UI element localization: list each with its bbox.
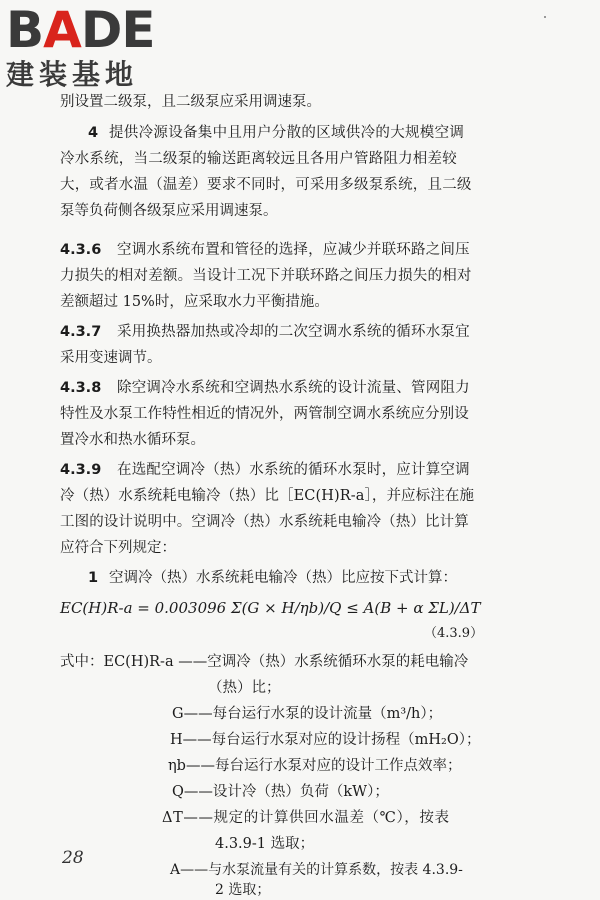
definition-line: 式中：EC(H)R-a ——空调冷（热）水系统循环水泵的耗电输冷: [60, 654, 469, 670]
clause-number: 4.3.6: [60, 242, 102, 258]
logo-subtitle: 建装基地: [6, 58, 139, 91]
text-line: 大，或者水温（温差）要求不同时，可采用多级泵系统，且二级: [60, 177, 472, 193]
text-line: 冷水系统，当二级泵的输送距离较远且各用户管路阻力相差较: [60, 151, 457, 167]
text-line: 别设置二级泵，且二级泵应采用调速泵。: [60, 94, 321, 110]
definition-line: ηb——每台运行水泵对应的设计工作点效率；: [168, 758, 462, 774]
brand-logo: [6, 1, 181, 92]
text-line: 空调冷（热）水系统耗电输冷（热）比应按下式计算：: [109, 570, 457, 586]
logo-wordmark: [6, 1, 181, 59]
text-line: 提供冷源设备集中且用户分散的区域供冷的大规模空调: [109, 125, 465, 141]
text-line: 工图的设计说明中。空调冷（热）水系统耗电输冷（热）比计算: [60, 514, 469, 530]
text-line: 除空调冷水系统和空调热水系统的设计流量、管网阻力: [117, 380, 470, 396]
definition-line: H——每台运行水泵对应的设计扬程（mH₂O）；: [170, 732, 481, 748]
text-line: 置冷水和热水循环泵。: [60, 432, 205, 448]
definition-line: 4.3.9-1 选取；: [215, 836, 315, 852]
text-line: 冷（热）水系统耗电输冷（热）比［EC(H)R-a］，并应标注在施: [60, 488, 475, 504]
clause-number: 4.3.7: [60, 324, 102, 340]
text-line: 泵等负荷侧各级泵应采用调速泵。: [60, 203, 278, 219]
text-line: 采用变速调节。: [60, 350, 162, 366]
text-line: 应符合下列规定：: [60, 540, 176, 556]
definition-line: Q——设计冷（热）负荷（kW）；: [172, 784, 389, 800]
logo-letters-1: B: [6, 1, 44, 59]
speck: [544, 16, 546, 18]
definition-line: A——与水泵流量有关的计算系数，按表 4.3.9-: [170, 862, 463, 878]
item-number: 1: [88, 570, 99, 586]
text-line: 特性及水泵工作特性相近的情况外，两管制空调水系统应分别设: [60, 406, 469, 422]
clause-number: 4.3.9: [60, 462, 102, 478]
definition-line: ΔT——规定的计算供回水温差（℃），按表: [162, 810, 450, 826]
logo-letters-2: DE: [80, 1, 155, 59]
clause-number: 4.3.8: [60, 380, 102, 396]
definition-line: 2 选取；: [215, 882, 271, 898]
definition-line: G——每台运行水泵的设计流量（m³/h）；: [172, 706, 443, 722]
page-number: 28: [62, 848, 84, 868]
text-line: 在选配空调冷（热）水系统的循环水泵时，应计算空调: [117, 462, 470, 478]
text-line: 力损失的相对差额。当设计工况下并联环路之间压力损失的相对: [60, 268, 472, 284]
formula: EC(H)R-a = 0.003096 Σ(G × H/ηb)/Q ≤ A(B + α ΣL)/ΔT: [60, 599, 481, 617]
text-line: 差额超过 15%时，应采取水力平衡措施。: [60, 294, 329, 310]
item-number: 4: [88, 125, 99, 141]
definition-line: （热）比；: [208, 680, 281, 696]
logo-accent-letter: A: [43, 1, 81, 59]
text-line: 空调水系统布置和管径的选择，应减少并联环路之间压: [117, 242, 470, 258]
formula-number: （4.3.9）: [424, 626, 484, 641]
text-line: 采用换热器加热或冷却的二次空调水系统的循环水泵宜: [117, 324, 470, 340]
